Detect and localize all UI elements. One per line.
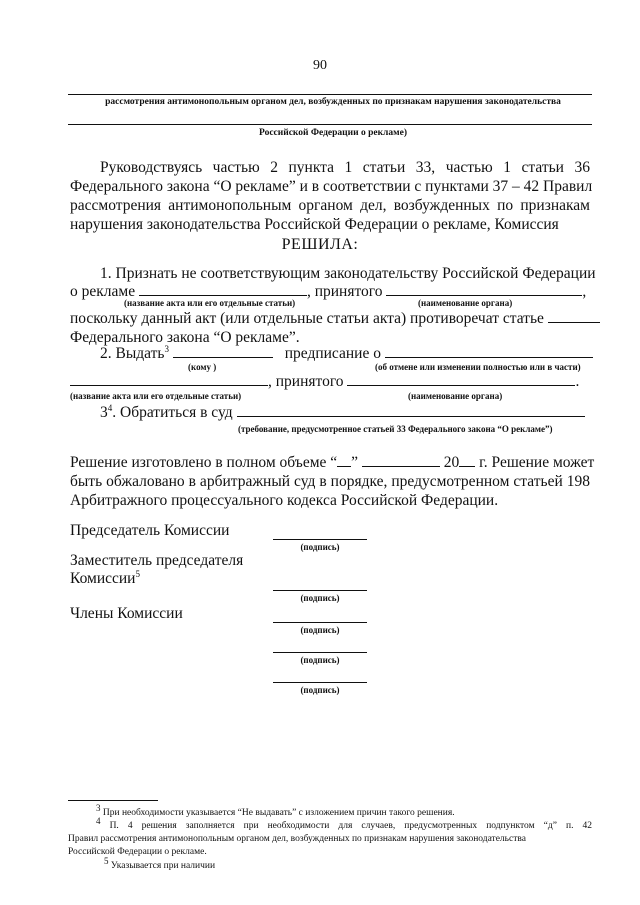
signature-member-line-3[interactable]: [273, 682, 367, 683]
item3-line: $3^4$. Обратиться в суд: [100, 403, 585, 423]
signature-deputy-label-2: Комиссии$^5$: [70, 568, 140, 587]
signature-member-line-2[interactable]: [273, 652, 367, 653]
item2-caption-cancel: (об отмене или изменении полностью или в части): [375, 362, 581, 372]
signature-chair-line[interactable]: [273, 539, 367, 540]
signature-member-line-1[interactable]: [273, 622, 367, 623]
item1-caption-act: (название акта или его отдельные статьи): [124, 298, 296, 308]
signature-deputy-label-1: Заместитель председателя: [70, 552, 244, 569]
signature-chair-caption: (подпись): [300, 542, 340, 552]
header-line-2: Российской Федерации о рекламе): [259, 128, 407, 138]
act-name-field-2[interactable]: [70, 373, 268, 386]
footnote-separator: [68, 800, 158, 801]
signature-chair-label: Председатель Комиссии: [70, 522, 230, 539]
organ-name-field[interactable]: [386, 283, 582, 296]
item1-line-2: о рекламе , принятого ,: [70, 283, 587, 300]
month-field[interactable]: [362, 454, 440, 467]
intro-line-4: нарушения законодательства Российской Федерации о рекламе, Комиссия: [70, 216, 559, 233]
item1-line-4: Федерального закона “О рекламе”.: [70, 329, 300, 346]
closing-line-2: быть обжаловано в арбитражный суд в порядке, предусмотренном статьей 198: [70, 473, 590, 490]
item1-line-1: 1. Признать не соответствующим законодательству Российской Федерации: [100, 265, 596, 282]
closing-line-1: Решение изготовлено в полном объеме “ ” 20 г. Решение может: [70, 454, 595, 471]
footnote-4-line-2: Правил рассмотрения антимонопольным органом дел, возбужденных по признакам нарушения законодательства: [68, 834, 526, 844]
signature-member-caption-3: (подпись): [300, 685, 340, 695]
item2-caption-act: (название акта или его отдельные статьи): [70, 391, 242, 401]
item1-caption-organ: (наименование органа): [418, 298, 513, 308]
signature-member-caption-2: (подпись): [300, 655, 340, 665]
item2-caption-organ: (наименование органа): [408, 391, 503, 401]
item3-caption: (требование, предусмотренное статьей 33 Федерального закона “О рекламе”): [238, 424, 553, 434]
footnote-4-line-3: Российской Федерации о рекламе.: [68, 847, 207, 857]
signature-members-label: Члены Комиссии: [70, 605, 183, 622]
page-number: 90: [313, 58, 327, 73]
closing-line-3: Арбитражного процессуального кодекса Российской Федерации.: [70, 492, 499, 509]
recipient-field[interactable]: [173, 345, 273, 358]
decision-title: РЕШИЛА:: [281, 236, 359, 253]
intro-line-2: Федерального закона “О рекламе” и в соответствии с пунктами 37 – 42 Правил: [70, 178, 593, 195]
item2-caption-whom: (кому ): [188, 362, 217, 372]
court-claim-field[interactable]: [237, 404, 585, 417]
header-line-1: рассмотрения антимонопольным органом дел, возбужденных по признакам нарушения законодательства: [105, 97, 561, 107]
footnote-4-line-1: $^4$ П. 4 решения заполняется при необходимости для случаев, предусмотренных подпунктом “д” п. 42: [96, 815, 593, 831]
header-rule-1: [68, 94, 592, 95]
intro-line-1: Руководствуясь частью 2 пункта 1 статьи 33, частью 1 статьи 36: [100, 159, 590, 176]
prescription-field[interactable]: [385, 345, 593, 358]
organ-name-field-2[interactable]: [347, 373, 575, 386]
day-field[interactable]: [337, 454, 351, 467]
signature-member-caption-1: (подпись): [300, 625, 340, 635]
intro-line-3: рассмотрения антимонопольным органом дел, возбужденных по признакам: [70, 197, 590, 214]
item2-line-2: , принятого .: [70, 372, 579, 392]
item2-line-1: 2. Выдать$^3$ предписание о: [100, 344, 593, 364]
year-field[interactable]: [459, 454, 475, 467]
signature-deputy-caption: (подпись): [300, 593, 340, 603]
article-number-field[interactable]: [548, 310, 600, 323]
header-rule-2: [68, 124, 592, 125]
footnote-3: $^3$ При необходимости указывается “Не выдавать” с изложением причин такого решения.: [96, 802, 455, 818]
act-name-field[interactable]: [139, 283, 307, 296]
footnote-5: $^5$ Указывается при наличии: [104, 855, 216, 871]
signature-deputy-line[interactable]: [273, 590, 367, 591]
item1-line-3: поскольку данный акт (или отдельные статьи акта) противоречат статье: [70, 309, 600, 329]
